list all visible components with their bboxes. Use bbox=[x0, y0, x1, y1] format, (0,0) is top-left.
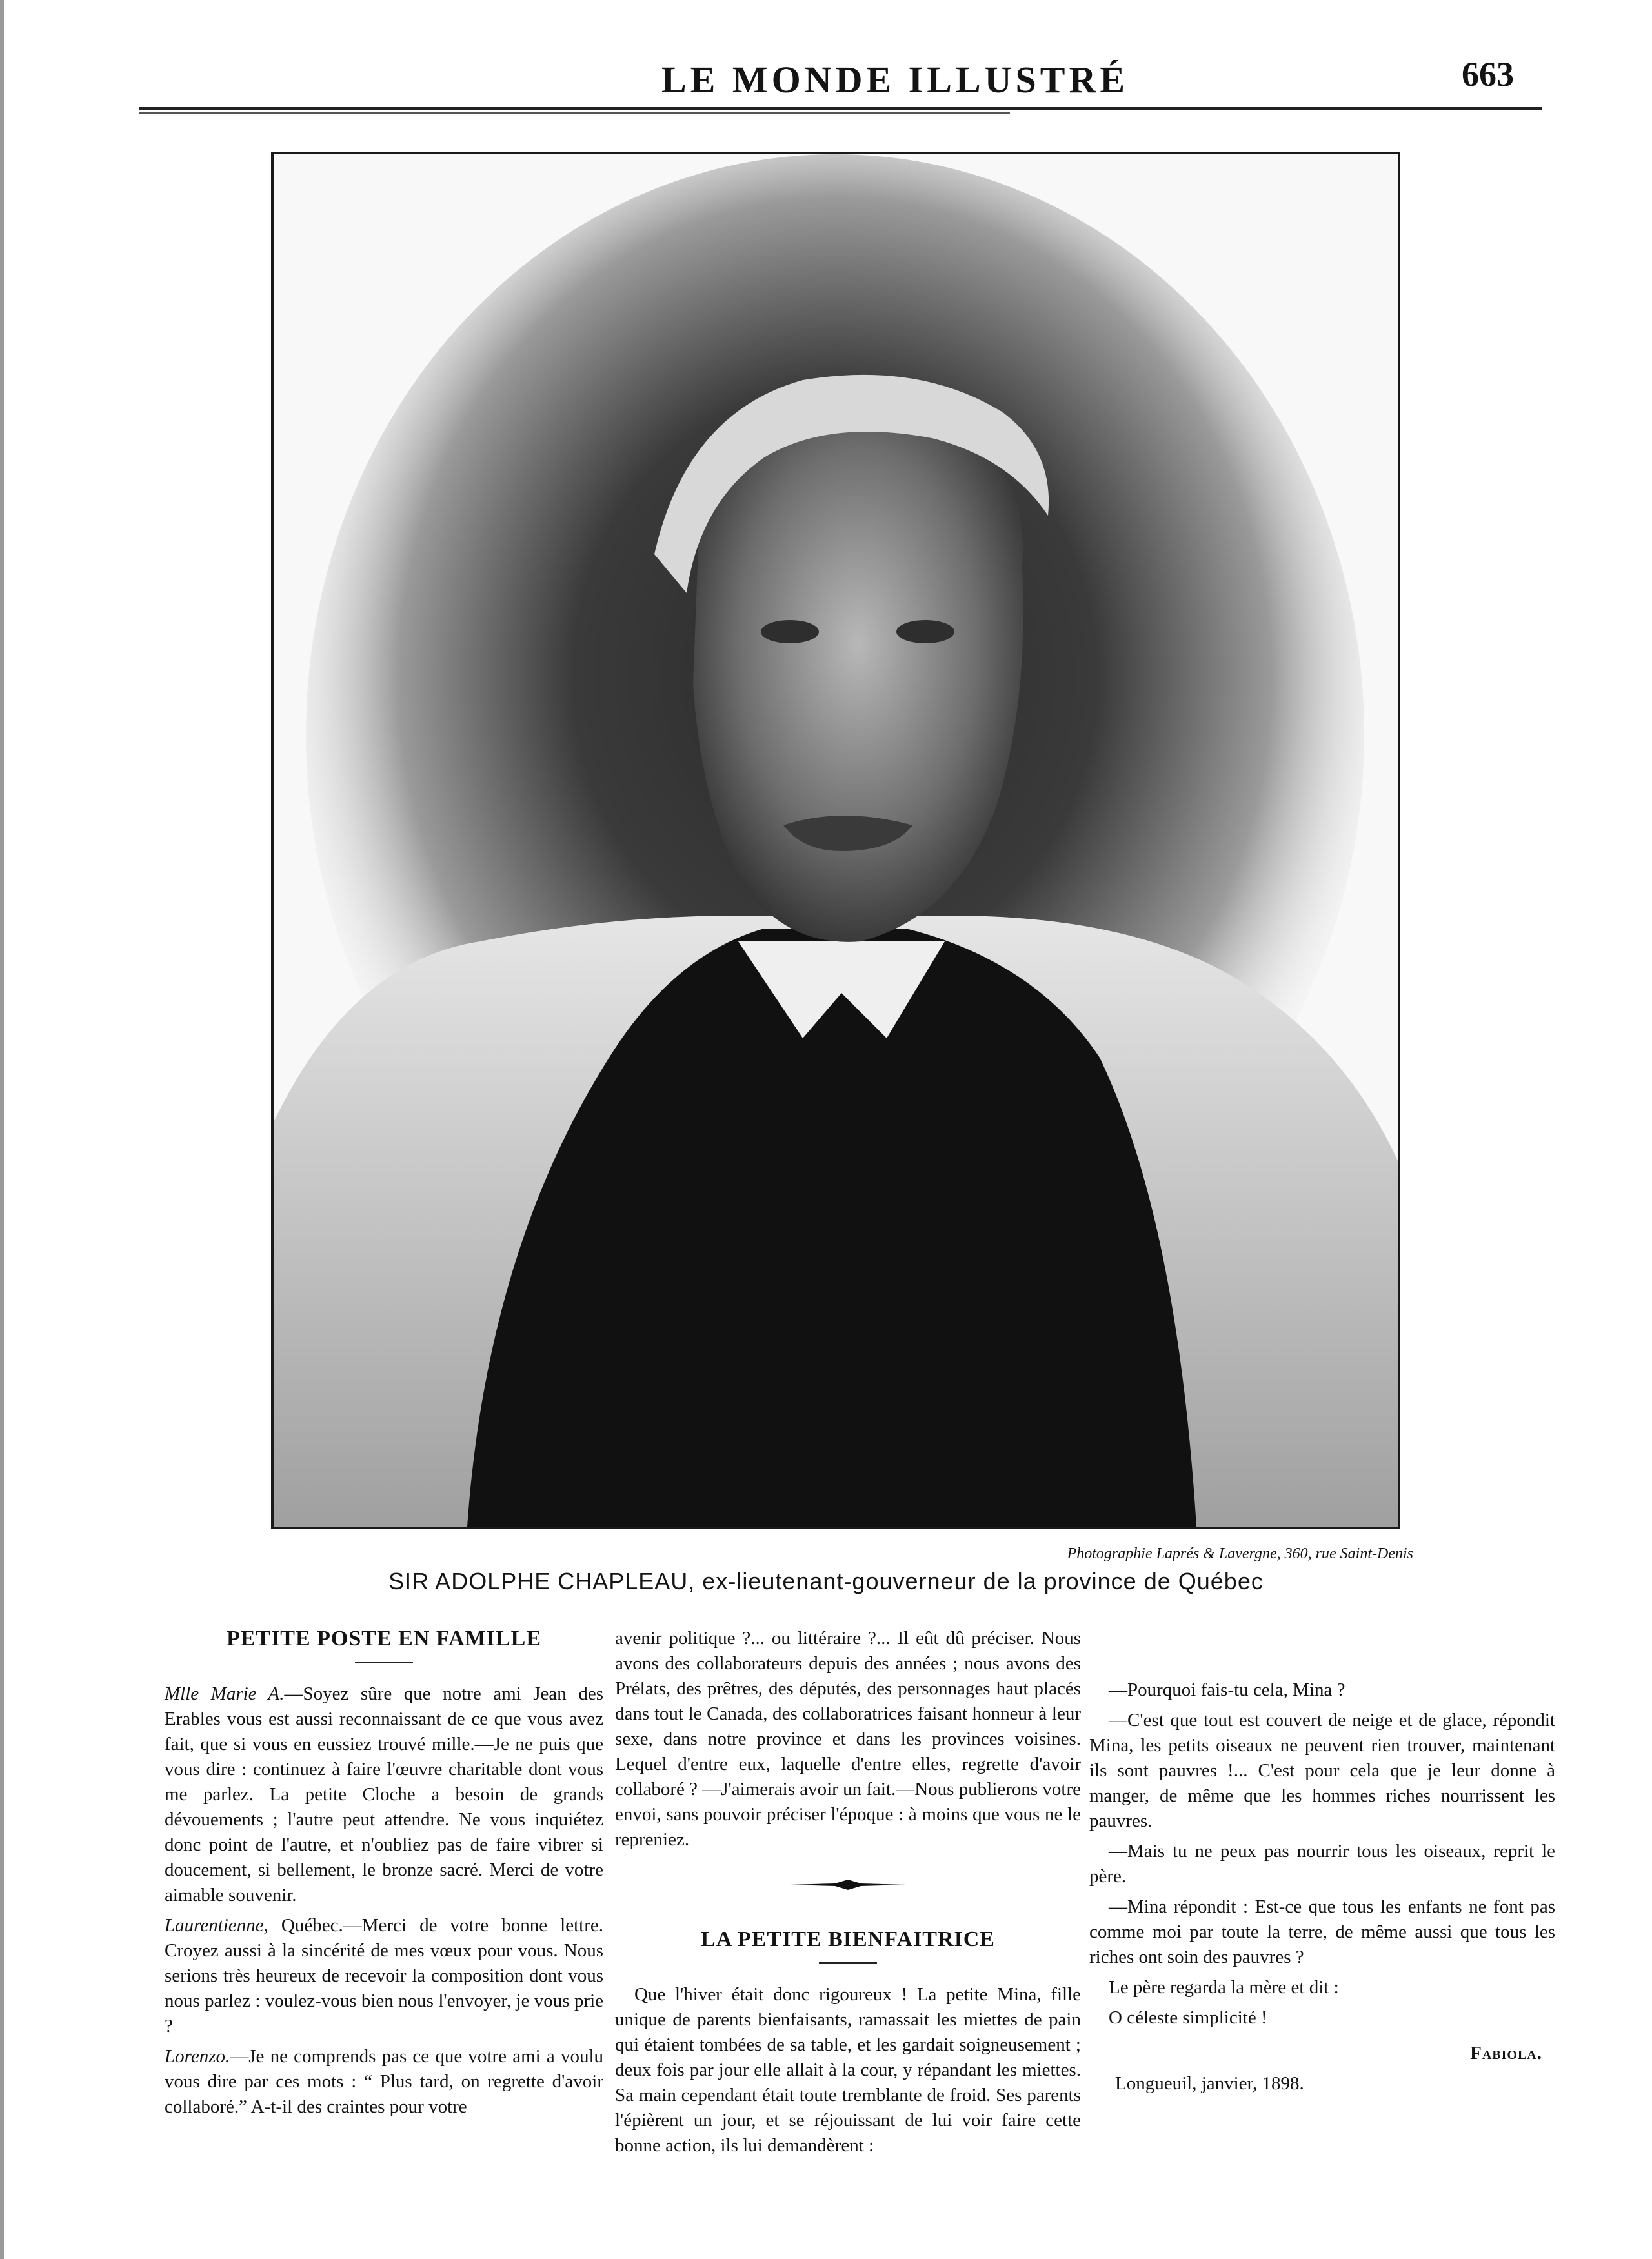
letter-entry bbox=[165, 2044, 603, 2120]
masthead-rule bbox=[139, 107, 1542, 110]
story-paragraph: —Pourquoi fais-tu cela, Mina ? bbox=[1109, 1680, 1345, 1700]
letter-continuation: avenir politique ?... ou littéraire ?... Il eût dû préciser. Nous avons des collaborateurs depuis des années ; nous avons des Prélats, des prêtres, des députés, des personnages haut placés dans tout le Canada, des collaboratrices faisant honneur à leur sexe, dans notre province et dans les provinces voisines. Lequel d'entre eux, laquelle d'entre elles, regrette d'avoir collaboré ? —J'aimerais avoir un fait.—Nous publierons votre envoi, sans pouvoir préciser l'époque : à moins que vous ne le repreniez. bbox=[615, 1628, 1081, 1850]
publication-title: LE MONDE ILLUSTRÉ bbox=[661, 59, 1129, 101]
letter-entry bbox=[165, 1682, 603, 1908]
portrait-illustration bbox=[274, 154, 1398, 1527]
story-paragraph: —C'est que tout est couvert de neige et de glace, répondit Mina, les petits oiseaux ne peuvent rien trouver, maintenant ils sont pauvres !... C'est pour cela que je leur donne à manger, de même que les hommes riches nourrissent les pauvres. bbox=[1089, 1710, 1555, 1831]
ornament-divider bbox=[790, 1878, 906, 1891]
entry-text: —Soyez sûre que notre ami Jean des Erables vous est aussi reconnaissant de ce que vous avez fait, que si vous en eussiez trouvé mille.—Je ne puis que vous dire : continuez à faire l'œuvre charitable dont vous me parlez. La petite Cloche a besoin de grands dévouements ; l'autre peut attendre. Ne vous inquiétez donc point de l'autre, et n'oubliez pas de faire vibrer si doucement, si bellement, le bronze sacré. Merci de votre aimable souvenir. bbox=[165, 1683, 603, 1905]
column-petite-poste bbox=[165, 1626, 603, 2125]
entry-text: Québec.—Merci de votre bonne lettre. Croyez aussi à la sincérité de mes vœux pour vous. Nous serions très heureux de recevoir la composition dont vous nous parlez : voulez-vous bien nous l'envoyer, je vous prie ? bbox=[165, 1915, 603, 2036]
dateline: Longueuil, janvier, 1898. bbox=[1115, 2073, 1304, 2094]
correspondent-name: Laurentienne, bbox=[165, 1915, 268, 1936]
page-number: 663 bbox=[1462, 55, 1514, 94]
entry-text: —Je ne comprends pas ce que votre ami a voulu vous dire par ces mots : “ Plus tard, on regrette d'avoir collaboré.” A-t-il des craintes pour votre bbox=[165, 2046, 603, 2117]
page-edge-rule bbox=[0, 0, 4, 2259]
title-rule bbox=[355, 1662, 413, 1663]
section-title-bienfaitrice: LA PETITE BIENFAITRICE bbox=[701, 1927, 995, 1951]
story-paragraph: —Mina répondit : Est-ce que tous les enfants ne font pas comme moi par toute la terre, de même aussi que tous les riches ont soin des pauvres ? bbox=[1089, 1896, 1555, 1967]
story-paragraph: O céleste simplicité ! bbox=[1109, 2007, 1267, 2028]
masthead-rule-thin bbox=[139, 112, 1010, 114]
title-rule bbox=[819, 1962, 877, 1964]
portrait-photograph bbox=[271, 152, 1400, 1529]
letter-entry bbox=[165, 1913, 603, 2039]
photo-caption: SIR ADOLPHE CHAPLEAU, ex-lieutenant-gouverneur de la province de Québec bbox=[388, 1568, 1264, 1594]
story-paragraph: Que l'hiver était donc rigoureux ! La petite Mina, fille unique de parents bienfaisants, ramassait les miettes de pain qui étaient tombées de sa table, et les gardait soigneusement ; deux fois par jour elle allait à la cour, y répandant les miettes. Sa main cependant était toute tremblante de froid. Ses parents l'épièrent un jour, et se réjouissant de lui voir faire cette bonne action, ils lui demandèrent : bbox=[615, 1984, 1081, 2156]
column-right bbox=[1089, 1678, 1555, 2096]
correspondent-name: Lorenzo. bbox=[165, 2046, 230, 2067]
masthead bbox=[139, 55, 1542, 110]
story-paragraph: Le père regarda la mère et dit : bbox=[1109, 1977, 1339, 1998]
section-title-petite-poste: PETITE POSTE EN FAMILLE bbox=[226, 1627, 542, 1651]
author-signature: Fabiola. bbox=[1470, 2043, 1542, 2063]
story-paragraph: —Mais tu ne peux pas nourrir tous les oiseaux, reprit le père. bbox=[1089, 1841, 1555, 1887]
photo-credit: Photographie Laprés & Lavergne, 360, rue Saint-Denis bbox=[1067, 1545, 1413, 1562]
column-middle bbox=[615, 1626, 1081, 2164]
correspondent-name: Mlle Marie A. bbox=[165, 1683, 285, 1704]
